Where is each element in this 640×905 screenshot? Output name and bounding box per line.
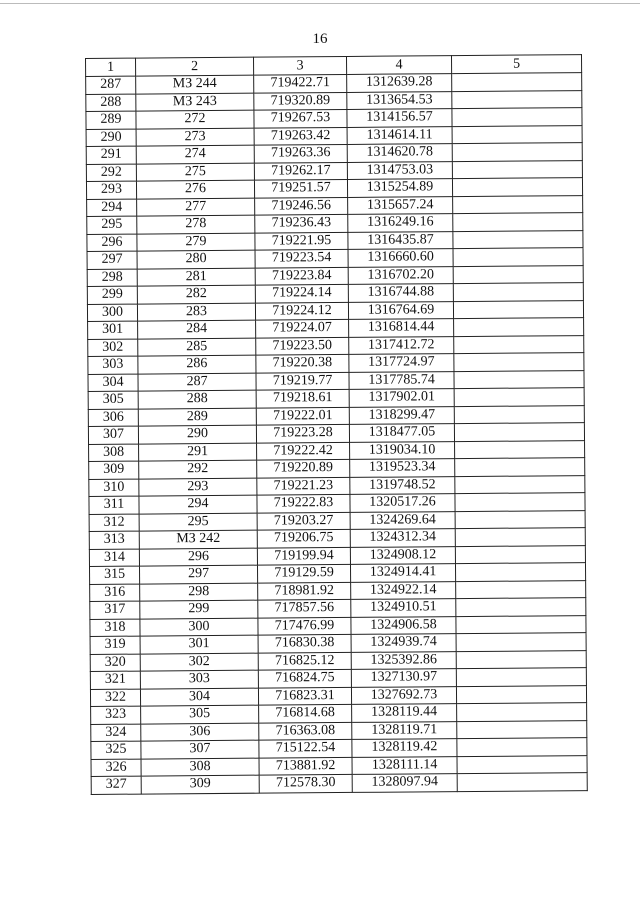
table-cell: 307 (88, 426, 138, 444)
table-cell: 276 (136, 180, 254, 198)
table-cell: 292 (139, 460, 257, 478)
table-cell: 1315657.24 (348, 196, 453, 214)
table-cell: 1314620.78 (347, 144, 452, 162)
table-cell: 719320.89 (254, 92, 347, 110)
table-cell: 309 (141, 775, 259, 793)
table-cell: 719221.95 (255, 232, 348, 250)
table-cell: 306 (141, 723, 259, 741)
table-cell (456, 685, 586, 704)
table-cell (455, 528, 585, 547)
table-cell: 1324908.12 (350, 546, 455, 564)
table-cell: 719246.56 (255, 197, 348, 215)
table-row (91, 773, 587, 794)
table-cell: 719422.71 (254, 74, 347, 92)
table-cell: 719222.42 (257, 442, 350, 460)
table-cell: 719199.94 (257, 547, 350, 565)
table-cell: 325 (91, 741, 141, 759)
table-cell (454, 318, 584, 337)
table-cell: 719223.28 (256, 424, 349, 442)
table-cell: 297 (87, 251, 137, 269)
table-cell (455, 475, 585, 494)
table-cell: 317 (90, 601, 140, 619)
table-cell: 1314614.11 (347, 126, 452, 144)
table-cell (454, 353, 584, 372)
table-cell: 304 (140, 688, 258, 706)
table-cell (457, 720, 587, 739)
table-cell (455, 563, 585, 582)
table-cell: 1316764.69 (348, 301, 453, 319)
table-cell (452, 160, 582, 179)
table-body (86, 73, 588, 794)
table-cell: 272 (136, 110, 254, 128)
table-cell: 719251.57 (254, 179, 347, 197)
table-cell: 719236.43 (255, 214, 348, 232)
table-cell: 305 (141, 705, 259, 723)
table-cell (457, 773, 587, 792)
table-cell: 1316435.87 (348, 231, 453, 249)
table-cell: 1324312.34 (350, 529, 455, 547)
table-cell: 719224.12 (255, 302, 348, 320)
table-cell: 278 (137, 215, 255, 233)
table-cell: 306 (88, 409, 138, 427)
table-cell: 319 (90, 636, 140, 654)
table-cell: 716823.31 (258, 687, 351, 705)
table-cell: 302 (140, 653, 258, 671)
table-cell: 1316702.20 (348, 266, 453, 284)
table-cell: 1314753.03 (347, 161, 452, 179)
table-cell: 716830.38 (258, 634, 351, 652)
table-cell (453, 230, 583, 249)
table-cell (453, 265, 583, 284)
table-cell (452, 143, 582, 162)
table-cell: 1328119.71 (352, 721, 457, 739)
table-cell: 715122.54 (259, 739, 352, 757)
table-cell: 719203.27 (257, 512, 350, 530)
table-cell (454, 405, 584, 424)
table-cell: 316 (90, 584, 140, 602)
table-cell: 289 (138, 408, 256, 426)
table-cell: 303 (140, 670, 258, 688)
table-cell (452, 90, 582, 109)
table-cell: 1327692.73 (351, 686, 456, 704)
table-cell: 1316660.60 (348, 249, 453, 267)
table-cell: 719221.23 (257, 477, 350, 495)
table-cell: 1324939.74 (351, 634, 456, 652)
table-cell: 719263.42 (254, 127, 347, 145)
table-cell: 1324910.51 (351, 599, 456, 617)
table-cell (453, 283, 583, 302)
table-cell (455, 510, 585, 529)
table-cell: 305 (88, 391, 138, 409)
table-cell: 1327130.97 (351, 669, 456, 687)
table-cell (456, 650, 586, 669)
table-cell (456, 668, 586, 687)
table-cell: 315 (89, 566, 139, 584)
table-cell (453, 213, 583, 232)
table-cell: МЗ 244 (136, 75, 254, 93)
table-cell: 300 (87, 304, 137, 322)
table-cell: 712578.30 (259, 774, 352, 792)
table-cell: 295 (87, 216, 137, 234)
table-cell: 327 (91, 776, 141, 794)
table-cell: 1317902.01 (349, 389, 454, 407)
table-cell: 295 (139, 513, 257, 531)
table-cell (457, 703, 587, 722)
table-cell: 294 (139, 495, 257, 513)
table-cell (457, 755, 587, 774)
table-cell (454, 335, 584, 354)
coordinates-sheet (85, 54, 588, 794)
table-cell: 716825.12 (258, 652, 351, 670)
table-cell (452, 73, 582, 92)
table-cell: 719263.36 (254, 144, 347, 162)
table-cell: 1317412.72 (349, 336, 454, 354)
column-header: 2 (136, 57, 254, 76)
table-cell: 302 (88, 339, 138, 357)
table-cell: 286 (138, 355, 256, 373)
table-cell: 1318299.47 (349, 406, 454, 424)
table-cell (456, 633, 586, 652)
table-cell: 300 (140, 618, 258, 636)
table-cell: 719223.50 (256, 337, 349, 355)
table-cell: 321 (90, 671, 140, 689)
table-cell: 320 (90, 654, 140, 672)
column-header: 4 (346, 56, 451, 75)
table-cell: 313 (89, 531, 139, 549)
table-cell: 719220.89 (257, 459, 350, 477)
table-cell: 296 (87, 234, 137, 252)
table-cell: 1324914.41 (350, 564, 455, 582)
table-cell: 1319523.34 (350, 459, 455, 477)
table-cell: 1319748.52 (350, 476, 455, 494)
table-cell: МЗ 242 (139, 530, 257, 548)
table-cell: 326 (91, 759, 141, 777)
table-cell: 1319034.10 (350, 441, 455, 459)
table-cell: 1316814.44 (349, 319, 454, 337)
table-cell: 275 (136, 163, 254, 181)
table-cell: 1324269.64 (350, 511, 455, 529)
table-cell: 287 (86, 76, 136, 94)
table-cell: 290 (138, 425, 256, 443)
table-cell (454, 388, 584, 407)
table-cell (452, 178, 582, 197)
table-cell (455, 458, 585, 477)
table-cell (453, 195, 583, 214)
table-cell: 719224.14 (255, 284, 348, 302)
table-cell (456, 580, 586, 599)
table-cell: 291 (139, 443, 257, 461)
table-cell: 1320517.26 (350, 494, 455, 512)
table-cell: 299 (140, 600, 258, 618)
table-cell: 293 (139, 478, 257, 496)
table-cell: 297 (139, 565, 257, 583)
table-cell (457, 738, 587, 757)
table-cell: 298 (140, 583, 258, 601)
table-cell: 719262.17 (254, 162, 347, 180)
table-cell: 1317785.74 (349, 371, 454, 389)
table-cell: 719129.59 (257, 564, 350, 582)
table-cell: 1312639.28 (347, 74, 452, 92)
table-cell: 277 (137, 198, 255, 216)
column-header: 3 (253, 56, 346, 75)
table-cell: 280 (137, 250, 255, 268)
table-cell: 285 (138, 338, 256, 356)
top-rule (0, 3, 640, 4)
table-cell (455, 545, 585, 564)
table-cell: 299 (87, 286, 137, 304)
table-cell: 314 (89, 549, 139, 567)
table-cell: 1328119.44 (352, 704, 457, 722)
table-cell: 308 (89, 444, 139, 462)
table-cell: 274 (136, 145, 254, 163)
table-cell (455, 440, 585, 459)
table-cell: 307 (141, 740, 259, 758)
table-cell: 308 (141, 758, 259, 776)
table-cell: 719223.84 (255, 267, 348, 285)
table-cell: 716814.68 (259, 704, 352, 722)
table-cell: 282 (137, 285, 255, 303)
table-cell: 718981.92 (258, 582, 351, 600)
table-cell (454, 370, 584, 389)
table-cell: 304 (88, 374, 138, 392)
table-cell: 1328097.94 (352, 774, 457, 792)
table-cell (454, 423, 584, 442)
table-cell: 1313654.53 (347, 91, 452, 109)
table-cell: 1328119.42 (352, 739, 457, 757)
table-cell (455, 493, 585, 512)
table-cell: 298 (87, 269, 137, 287)
table-cell: 290 (86, 129, 136, 147)
column-header: 5 (451, 55, 581, 74)
table-cell: 292 (86, 164, 136, 182)
coordinates-table (85, 54, 588, 794)
table-cell: 1328111.14 (352, 756, 457, 774)
table-cell: 303 (88, 356, 138, 374)
table-cell: 719219.77 (256, 372, 349, 390)
table-cell (452, 125, 582, 144)
table-cell: 717857.56 (258, 599, 351, 617)
table-cell (453, 248, 583, 267)
table-cell: 1324906.58 (351, 616, 456, 634)
table-cell: 1318477.05 (349, 424, 454, 442)
table-cell: 283 (137, 303, 255, 321)
table-cell: 323 (91, 706, 141, 724)
table-cell: 296 (139, 548, 257, 566)
table-cell: 289 (86, 111, 136, 129)
table-cell: 288 (138, 390, 256, 408)
table-cell: 301 (88, 321, 138, 339)
table-cell: МЗ 243 (136, 93, 254, 111)
table-cell: 293 (86, 181, 136, 199)
table-cell: 311 (89, 496, 139, 514)
table-cell: 1316744.88 (348, 284, 453, 302)
table-cell: 1315254.89 (347, 179, 452, 197)
table-cell: 273 (136, 128, 254, 146)
table-cell: 287 (138, 373, 256, 391)
table-cell (456, 615, 586, 634)
table-cell: 1317724.97 (349, 354, 454, 372)
table-cell: 312 (89, 514, 139, 532)
table-cell: 294 (87, 199, 137, 217)
table-cell: 719222.01 (256, 407, 349, 425)
table-cell: 719220.38 (256, 354, 349, 372)
column-header: 1 (86, 58, 136, 76)
table-cell: 719223.54 (255, 249, 348, 267)
table-cell: 291 (86, 146, 136, 164)
table-cell: 717476.99 (258, 617, 351, 635)
table-cell: 716824.75 (258, 669, 351, 687)
table-cell (453, 300, 583, 319)
table-cell: 1314156.57 (347, 109, 452, 127)
table-cell: 1325392.86 (351, 651, 456, 669)
table-cell: 322 (90, 689, 140, 707)
table-cell: 719218.61 (256, 389, 349, 407)
table-cell: 719222.83 (257, 494, 350, 512)
table-cell: 719206.75 (257, 529, 350, 547)
table-cell: 310 (89, 479, 139, 497)
table-cell: 279 (137, 233, 255, 251)
table-cell: 719224.07 (256, 319, 349, 337)
table-cell (456, 598, 586, 617)
table-cell: 713881.92 (259, 757, 352, 775)
table-cell: 301 (140, 635, 258, 653)
page-number: 16 (312, 31, 328, 47)
table-cell: 288 (86, 94, 136, 112)
table-cell: 284 (138, 320, 256, 338)
table-cell: 1324922.14 (351, 581, 456, 599)
table-cell: 324 (91, 724, 141, 742)
table-cell (452, 108, 582, 127)
table-cell: 318 (90, 619, 140, 637)
table-cell: 1316249.16 (348, 214, 453, 232)
table-cell: 716363.08 (259, 722, 352, 740)
table-cell: 309 (89, 461, 139, 479)
table-cell: 719267.53 (254, 109, 347, 127)
table-cell: 281 (137, 268, 255, 286)
